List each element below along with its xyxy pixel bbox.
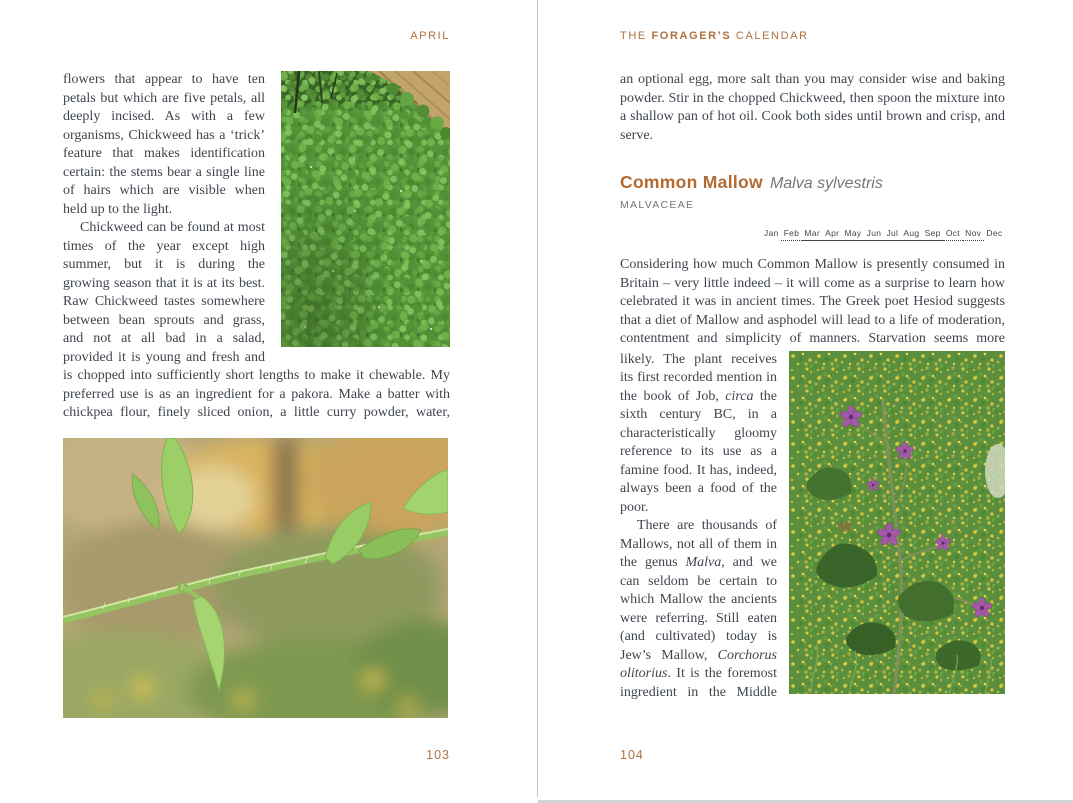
paragraph: flowers that appear to have ten petals but which are five petals, all deeply incised. As with a few organisms, Chickweed has a ‘trick’ feature that makes identification certain: the stems bear a single line of hairs which are visible when held up to the light. <box>63 72 265 217</box>
running-head-right: THE FORAGER’S CALENDAR <box>620 30 809 42</box>
month-jul: Jul <box>884 228 901 241</box>
page-gutter-divider <box>537 0 538 797</box>
paragraph: Considering how much Common Mallow is presently consumed in Britain – very little indeed – it will come as a surprise to learn how celebrated it was in ancient times. The Greek poet Hesiod suggests that a diet of Mallow and asphodel will lead to a life of moderation, contentment and simplicity of manners. Starvation seems more <box>620 257 1005 346</box>
chickweed-patch-photo <box>281 71 450 347</box>
paragraph: There are thousands of Mallows, not all of them in the genus Malva, and we can seldom be certain to which Mallow the ancients were referring. Still eaten (and cultivated) today is Jew’s Mallow, Corchorus olitorius. It is the foremost ingredient in the Middle <box>620 518 777 700</box>
page-right <box>537 0 1073 803</box>
species-common-name: Common Mallow <box>620 172 763 192</box>
common-mallow-illustration <box>789 351 1005 694</box>
month-jun: Jun <box>864 228 884 241</box>
paragraph: Chickweed can be found at most times of the year except high summer, but it is during the growing season that it is at its best. Raw Chickweed tastes somewhere between bean sprouts and grass, and not at all bad in a salad, provided it is young and fresh and <box>63 220 265 365</box>
right-page-content <box>620 71 1005 702</box>
paragraph: an optional egg, more salt than you may consider wise and baking powder. Stir in the chopped Chickweed, then spoon the mixture into a shallow pan of hot oil. Cook both sides until brown and crisp, and serve. <box>620 72 1005 143</box>
month-apr: Apr <box>823 228 842 241</box>
month-oct: Oct <box>943 228 962 241</box>
species-latin-name: Malva sylvestris <box>769 175 883 192</box>
month-nov: Nov <box>963 228 984 241</box>
chickweed-patch-illustration <box>281 71 450 347</box>
month-aug: Aug <box>901 228 922 241</box>
page-number-left: 103 <box>426 748 450 762</box>
chickweed-stem-closeup-photo <box>63 438 448 718</box>
month-jan: Jan <box>763 228 779 238</box>
month-mar: Mar <box>802 228 823 241</box>
season-calendar <box>620 228 1005 241</box>
running-head-left: APRIL <box>410 30 450 42</box>
paragraph: is chopped into sufficiently short lengths to make it chewable. My preferred use is as an ingredient for a pakora. Make a batter with chickpea flour, finely sliced onion, a little curry powder, water, <box>63 368 450 420</box>
month-may: May <box>842 228 864 241</box>
left-text-photo-row <box>63 71 450 367</box>
right-text-column <box>620 351 777 703</box>
species-heading <box>620 171 1005 194</box>
chickweed-stem-illustration <box>63 438 448 718</box>
left-page-content <box>63 71 450 718</box>
paragraph: likely. The plant receives its first recorded mention in the book of Job, circa the sixth century BC, in a characteristically gloomy reference to its use as a famine food. It has, indeed, always been a food of the poor. <box>620 351 778 515</box>
left-text-column <box>63 71 265 367</box>
month-sep: Sep <box>922 228 943 241</box>
species-family: MALVACEAE <box>620 199 695 211</box>
page-number-right: 104 <box>620 748 644 762</box>
right-text-photo-row <box>620 351 1005 703</box>
month-feb: Feb <box>781 228 802 241</box>
month-dec: Dec <box>986 228 1003 238</box>
common-mallow-photo <box>789 351 1005 694</box>
